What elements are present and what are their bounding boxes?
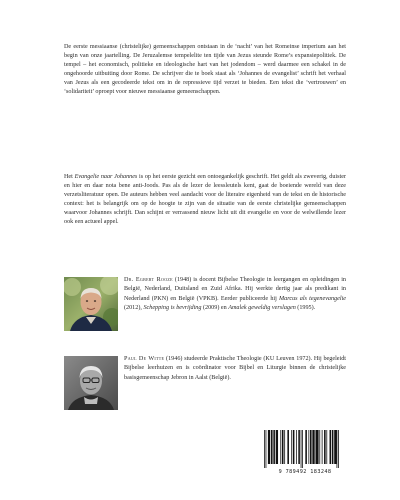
portrait-image-bw — [64, 356, 118, 410]
barcode-bar — [305, 430, 307, 464]
barcode-bar — [268, 430, 270, 464]
barcode-bar — [284, 430, 285, 464]
barcode-bar — [298, 430, 300, 464]
author-name: Dr. Egbert Rooze — [124, 277, 173, 283]
intro-paragraph-1: De eerste messiaanse (christelijke) gemeenschappen ontstaan in de ‘nacht’ van het Romeinse imperium aan het begin van onze jaartelling. De Jeruzalemse tempelelite ten tijde van Jezus steunde Rome’s expansiepolitiek. De tempel – het economisch, politieke en ideologische hart van het jodendom – werd daarmee een schakel in de ongehoorde uitbuiting door Rome. De schrijver die te boek staat als ‘Johannes de evangelist’ schrift het verhaal van Jezus als een gecodeerde tekst om in de repressieve tijd verzet te bieden. Een tekst die ‘vertrouwen’ en ‘solidariteit’ oproept voor nieuwe messiaanse gemeenschappen. — [64, 44, 346, 96]
isbn-barcode — [262, 430, 348, 470]
author-name: Paul De Witte — [124, 356, 165, 362]
isbn-number: 9 789492 183248 — [278, 469, 332, 475]
barcode-bar — [280, 430, 281, 464]
barcode-bar — [273, 430, 275, 464]
barcode-bar — [315, 430, 318, 464]
barcode-bar — [282, 430, 284, 464]
author-photo-de-witte — [64, 356, 118, 410]
barcode-bar — [287, 430, 289, 464]
author-photo-rooze — [64, 277, 118, 331]
barcode-bar — [334, 430, 336, 464]
barcode-bar — [264, 430, 265, 468]
barcode-bar — [338, 430, 339, 468]
portrait-image — [64, 277, 118, 331]
barcode-bar — [266, 430, 267, 468]
barcode-bar — [296, 430, 297, 464]
barcode-bars — [262, 430, 348, 468]
book-title: Evangelie naar Johannes — [74, 174, 138, 180]
barcode-bar — [312, 430, 314, 464]
barcode-bar — [271, 430, 273, 464]
barcode-bar — [302, 430, 303, 468]
barcode-bar — [291, 430, 292, 464]
author-bio-rooze: Dr. Egbert Rooze (1948) is docent Bijbelse Theologie in leergangen en opleidingen in België, Nederland, Duitsland en Zuid Afrika. Hij werkte dertig jaar als predikant in Nederland (PKN) en België (VPKB). Eerder publiceerde hij Marcus als tegenevangelie (2012), Schepping is bevrijding (2009) en Amalek geweldig verslagen (1995). — [124, 277, 347, 311]
barcode-bar — [322, 430, 323, 464]
barcode-bar — [308, 430, 309, 464]
barcode-bar — [319, 430, 320, 464]
intro-paragraph-2: Het Evangelie naar Johannes is op het eerste gezicht een ontoegankelijk geschrift. Het geldt als zweverig, duister en hier en daar nota bene anti-Joods. Pas als de lezer de leessleutels kent, gaat de boeiende wereld van deze verzetsliteratuur open. De auteurs hebben veel aandacht voor de literaire eigenheid van de tekst en de historische context: het is belangrijk om op de hoogte te zijn van de situatie van de eerste christelijke gemeenschappen waarvoor Johannes schrijft. Dan schijnt er verrassend nieuw licht uit dit evangelie en voor de welwillende lezer ook een actueel appel. — [64, 174, 346, 226]
barcode-bar — [310, 430, 312, 464]
barcode-bar — [330, 430, 332, 464]
barcode-bar — [301, 430, 302, 468]
barcode-bar — [276, 430, 278, 464]
barcode-bar — [326, 430, 327, 464]
barcode-bar — [332, 430, 334, 464]
barcode-bar — [293, 430, 295, 464]
author-bio-de-witte: Paul De Witte (1946) studeerde Praktische Theologie (KU Leuven 1972). Hij begeleidt Bijbelse leerhuizen en is coördinator voor Bijbel en Liturgie binnen de christelijke basisgemeenschap Jebron in Aalst (België). — [124, 356, 346, 381]
barcode-bar — [337, 430, 338, 468]
barcode-bar — [324, 430, 326, 464]
